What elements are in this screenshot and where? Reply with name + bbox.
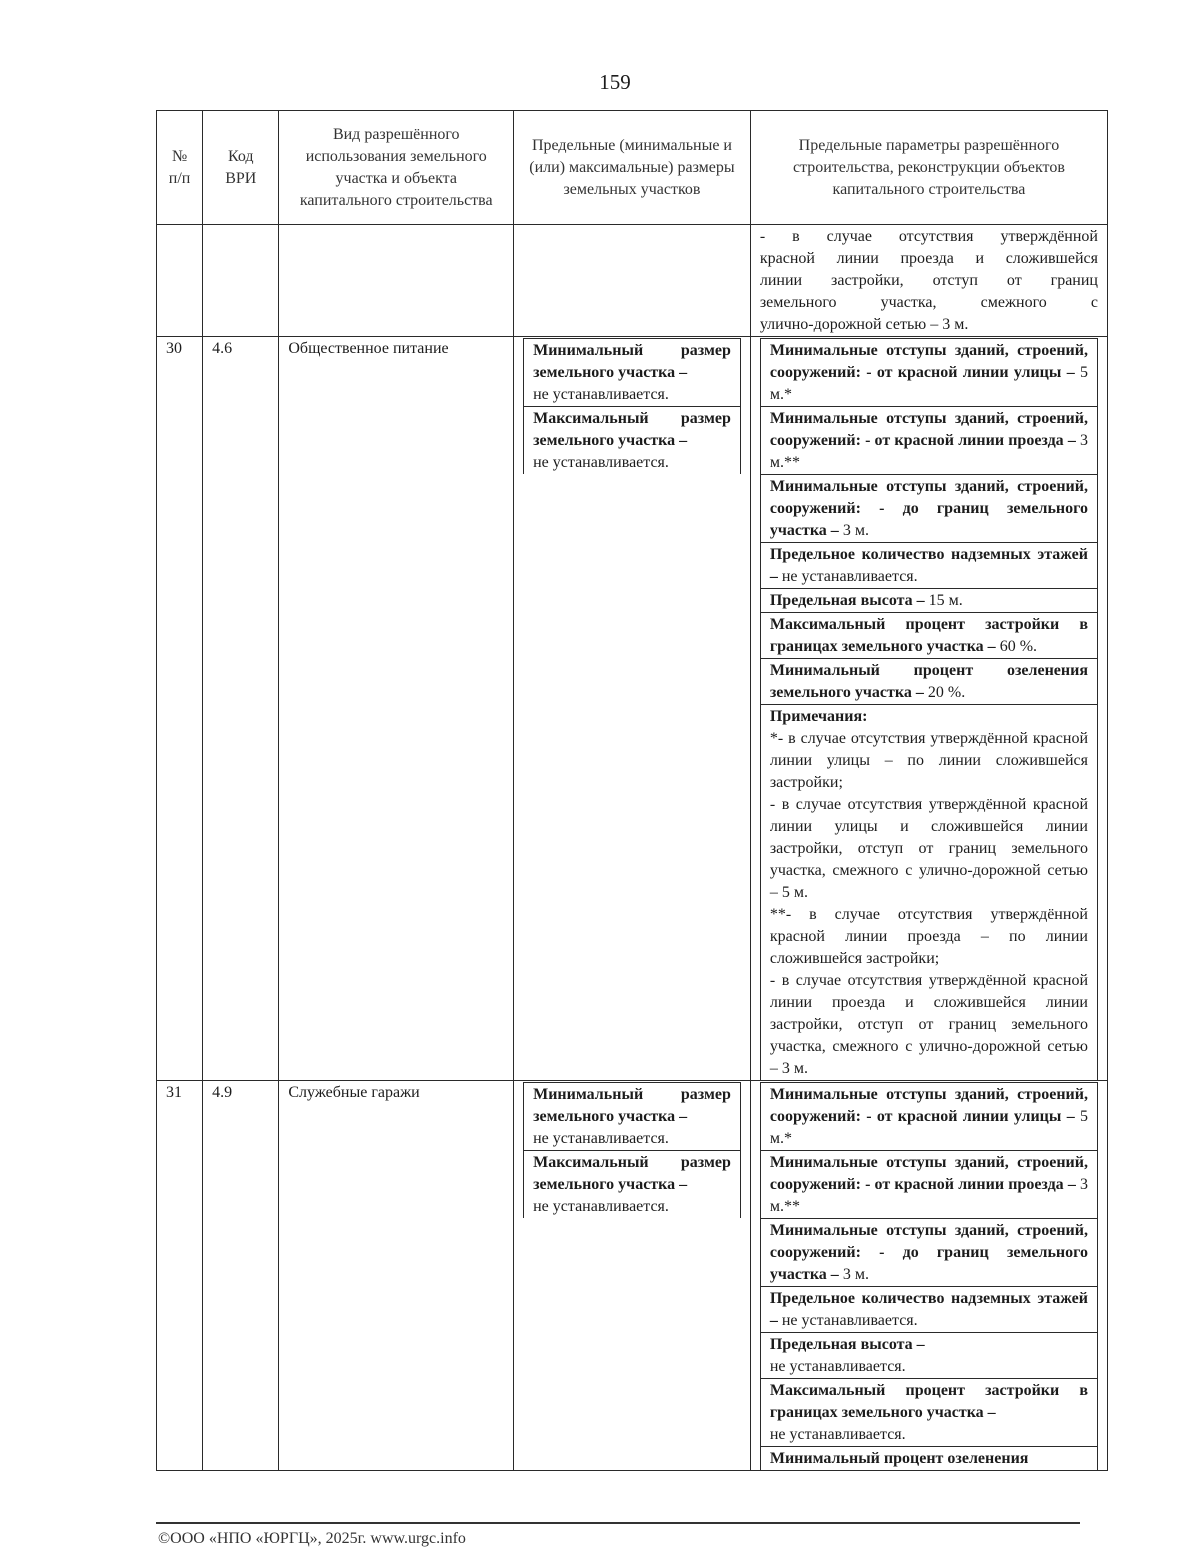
row-num: 31 bbox=[157, 1081, 203, 1471]
notes: Примечания: *- в случае отсутствия утверждённой красной линии улицы – по линии сложившейся застройки; - в случае отсутствия утверждённой красной линии улицы и сложившейся линии застройки, отступ от границ земельного участка, смежного с улично-дорожной сетью – 5 м. **- в случае отсутствия утверждённой красной линии проезда – по линии сложившейся застройки; - в случае отсутствия утверждённой красной линии проезда и сложившейся линии застройки, отступ от границ земельного участка, смежного с улично-дорожной сетью – 3 м. bbox=[760, 705, 1097, 1081]
page-number: 159 bbox=[599, 70, 631, 94]
table-row bbox=[157, 1081, 1108, 1471]
header-code: Код ВРИ bbox=[203, 111, 279, 225]
row-params: Минимальные отступы зданий, строений, сооружений: - от красной линии улицы – 5 м.* Минимальные отступы зданий, строений, сооружений: - от красной линии проезда – 3 м.** Минимальные отступы зданий, строений, сооружений: - до границ земельного участка – 3 м. Предельное количество надземных этажей – не устанавливается. Предельная высота – 15 м. Максимальный процент застройки в границах земельного участка – 60 %. Минимальный процент озеленения земельного участка – 20 %. Примечания: *- в случае отсутствия утверждённой красной линии улицы – по линии сложившейся застройки; - в случае отсутствия утверждённой красной линии улицы и сложившейся линии застройки, отступ от границ земельного участка, смежного с улично-дорожной сетью – 5 м. **- в случае отсутствия утверждённой красной линии проезда – по линии сложившейся застройки; - в случае отсутствия утверждённой красной линии проезда и сложившейся линии застройки, отступ от границ земельного участка, смежного с улично-дорожной сетью – 3 м. bbox=[750, 337, 1107, 1081]
header-row bbox=[157, 111, 1108, 225]
table-row bbox=[157, 337, 1108, 1081]
continuation-row bbox=[157, 225, 1108, 337]
header-params: Предельные параметры разрешённого строительства, реконструкции объектов капитального строительства bbox=[750, 111, 1107, 225]
row-num: 30 bbox=[157, 337, 203, 1081]
header-num: № п/п bbox=[157, 111, 203, 225]
footer-copyright: ©ООО «НПО «ЮРГЦ», 2025г. www.urgc.info bbox=[158, 1530, 466, 1547]
row-code: 4.9 bbox=[203, 1081, 279, 1471]
row-params: Минимальные отступы зданий, строений, сооружений: - от красной линии улицы – 5 м.* Минимальные отступы зданий, строений, сооружений: - от красной линии проезда – 3 м.** Минимальные отступы зданий, строений, сооружений: - до границ земельного участка – 3 м. Предельное количество надземных этажей – не устанавливается. Предельная высота – не устанавливается. Максимальный процент застройки в границах земельного участка – не устанавливается. Минимальный процент озеленения bbox=[750, 1081, 1107, 1471]
footer-divider bbox=[156, 1522, 1080, 1524]
header-kind: Вид разрешённого использования земельного участка и объекта капитального строительства bbox=[279, 111, 514, 225]
row-kind: Общественное питание bbox=[279, 337, 514, 1081]
regulations-table bbox=[156, 110, 1108, 1471]
row-code: 4.6 bbox=[203, 337, 279, 1081]
continuation-note: - в случае отсутствия утверждённой красной линии проезда и сложившейся линии застройки, отступ от границ земельного участка, смежного с улично-дорожной сетью – 3 м. bbox=[750, 225, 1107, 337]
row-sizes: Минимальный размер земельного участка – не устанавливается. Максимальный размер земельного участка – не устанавливается. bbox=[514, 1081, 751, 1471]
row-kind: Служебные гаражи bbox=[279, 1081, 514, 1471]
header-sizes: Предельные (минимальные и (или) максимальные) размеры земельных участков bbox=[514, 111, 751, 225]
row-sizes: Минимальный размер земельного участка – не устанавливается. Максимальный размер земельного участка – не устанавливается. bbox=[514, 337, 751, 1081]
